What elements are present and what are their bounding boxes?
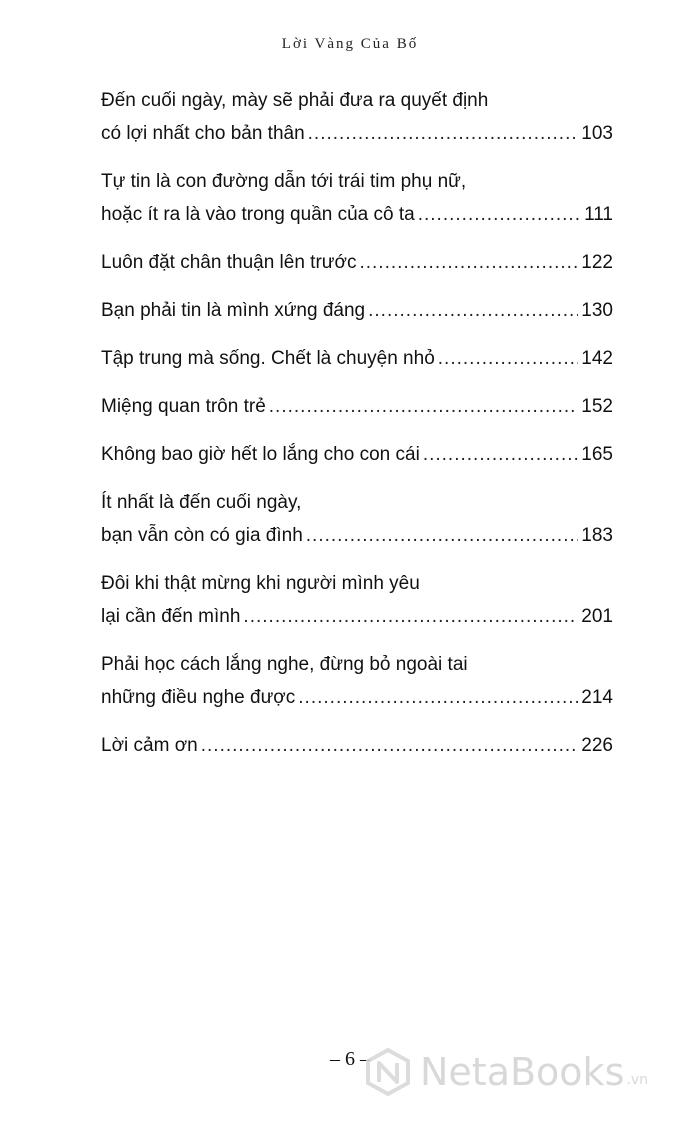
running-header: Lời Vàng Của Bố xyxy=(281,36,419,52)
toc-entry-title-line: có lợi nhất cho bản thân xyxy=(101,123,305,144)
toc-entry-final-line xyxy=(101,438,613,471)
dot-leader xyxy=(306,519,579,552)
toc-entry-title-line: Bạn phải tin là mình xứng đáng xyxy=(101,300,366,321)
toc-entry xyxy=(101,84,613,150)
toc-entry-final-line xyxy=(101,342,613,375)
toc-entry-title-line: Luôn đặt chân thuận lên trước xyxy=(101,252,357,273)
toc-entry xyxy=(101,390,613,423)
dot-leader xyxy=(418,198,581,231)
toc-entry-final-line xyxy=(101,729,613,762)
toc-page-number: 103 xyxy=(581,123,613,144)
dot-leader xyxy=(243,600,578,633)
toc-entry-title-line: Tự tin là con đường dẫn tới trái tim phụ nữ, xyxy=(101,171,467,192)
toc-page-number: 183 xyxy=(581,525,613,546)
toc-page-number: 226 xyxy=(581,735,613,756)
page-number: – 6 – xyxy=(330,1048,370,1070)
dot-leader xyxy=(438,342,579,375)
netabooks-logo-icon xyxy=(364,1048,412,1096)
toc-entry-final-line xyxy=(101,600,613,633)
toc-entry xyxy=(101,567,613,633)
toc-entry xyxy=(101,729,613,762)
toc-page-number: 214 xyxy=(581,687,613,708)
dot-leader xyxy=(423,438,578,471)
dot-leader xyxy=(298,681,578,714)
toc-entry-final-line xyxy=(101,198,613,231)
toc-entry-title-line: Lời cảm ơn xyxy=(101,735,198,756)
toc-entry-title-line: bạn vẫn còn có gia đình xyxy=(101,525,303,546)
dot-leader xyxy=(269,390,579,423)
watermark-brand: NetaBooks xyxy=(420,1050,625,1094)
toc-entry xyxy=(101,246,613,279)
toc-entry-title-line: Đến cuối ngày, mày sẽ phải đưa ra quyết định xyxy=(101,90,489,111)
watermark-suffix: .vn xyxy=(626,1072,648,1088)
toc-entry-final-line xyxy=(101,246,613,279)
toc-entry-title-line: Tập trung mà sống. Chết là chuyện nhỏ xyxy=(101,348,435,369)
toc-entry xyxy=(101,342,613,375)
toc-entry-final-line xyxy=(101,294,613,327)
toc-entry xyxy=(101,165,613,231)
toc-entry-title-line: lại cần đến mình xyxy=(101,606,241,627)
table-of-contents xyxy=(101,84,613,777)
watermark xyxy=(364,1048,648,1096)
toc-entry-title-line: Không bao giờ hết lo lắng cho con cái xyxy=(101,444,420,465)
toc-entry xyxy=(101,648,613,714)
dot-leader xyxy=(201,729,579,762)
toc-entry xyxy=(101,486,613,552)
dot-leader xyxy=(308,117,579,150)
dot-leader xyxy=(368,294,578,327)
toc-page-number: 130 xyxy=(581,300,613,321)
toc-entry xyxy=(101,294,613,327)
toc-entry-title-line: Ít nhất là đến cuối ngày, xyxy=(101,492,302,513)
toc-page-number: 111 xyxy=(584,204,613,225)
toc-page-number: 165 xyxy=(581,444,613,465)
dot-leader xyxy=(359,246,578,279)
toc-entry-final-line xyxy=(101,390,613,423)
toc-entry xyxy=(101,438,613,471)
toc-page-number: 201 xyxy=(581,606,613,627)
toc-entry-final-line xyxy=(101,519,613,552)
toc-entry-final-line xyxy=(101,681,613,714)
toc-entry-title-line: Phải học cách lắng nghe, đừng bỏ ngoài tai xyxy=(101,654,468,675)
toc-page-number: 122 xyxy=(581,252,613,273)
toc-entry-title-line: những điều nghe được xyxy=(101,687,296,708)
toc-entry-final-line xyxy=(101,117,613,150)
toc-page-number: 152 xyxy=(581,396,613,417)
toc-entry-title-line: hoặc ít ra là vào trong quần của cô ta xyxy=(101,204,415,225)
toc-page-number: 142 xyxy=(581,348,613,369)
toc-entry-title-line: Miệng quan trôn trẻ xyxy=(101,396,266,417)
toc-entry-title-line: Đôi khi thật mừng khi người mình yêu xyxy=(101,573,420,594)
